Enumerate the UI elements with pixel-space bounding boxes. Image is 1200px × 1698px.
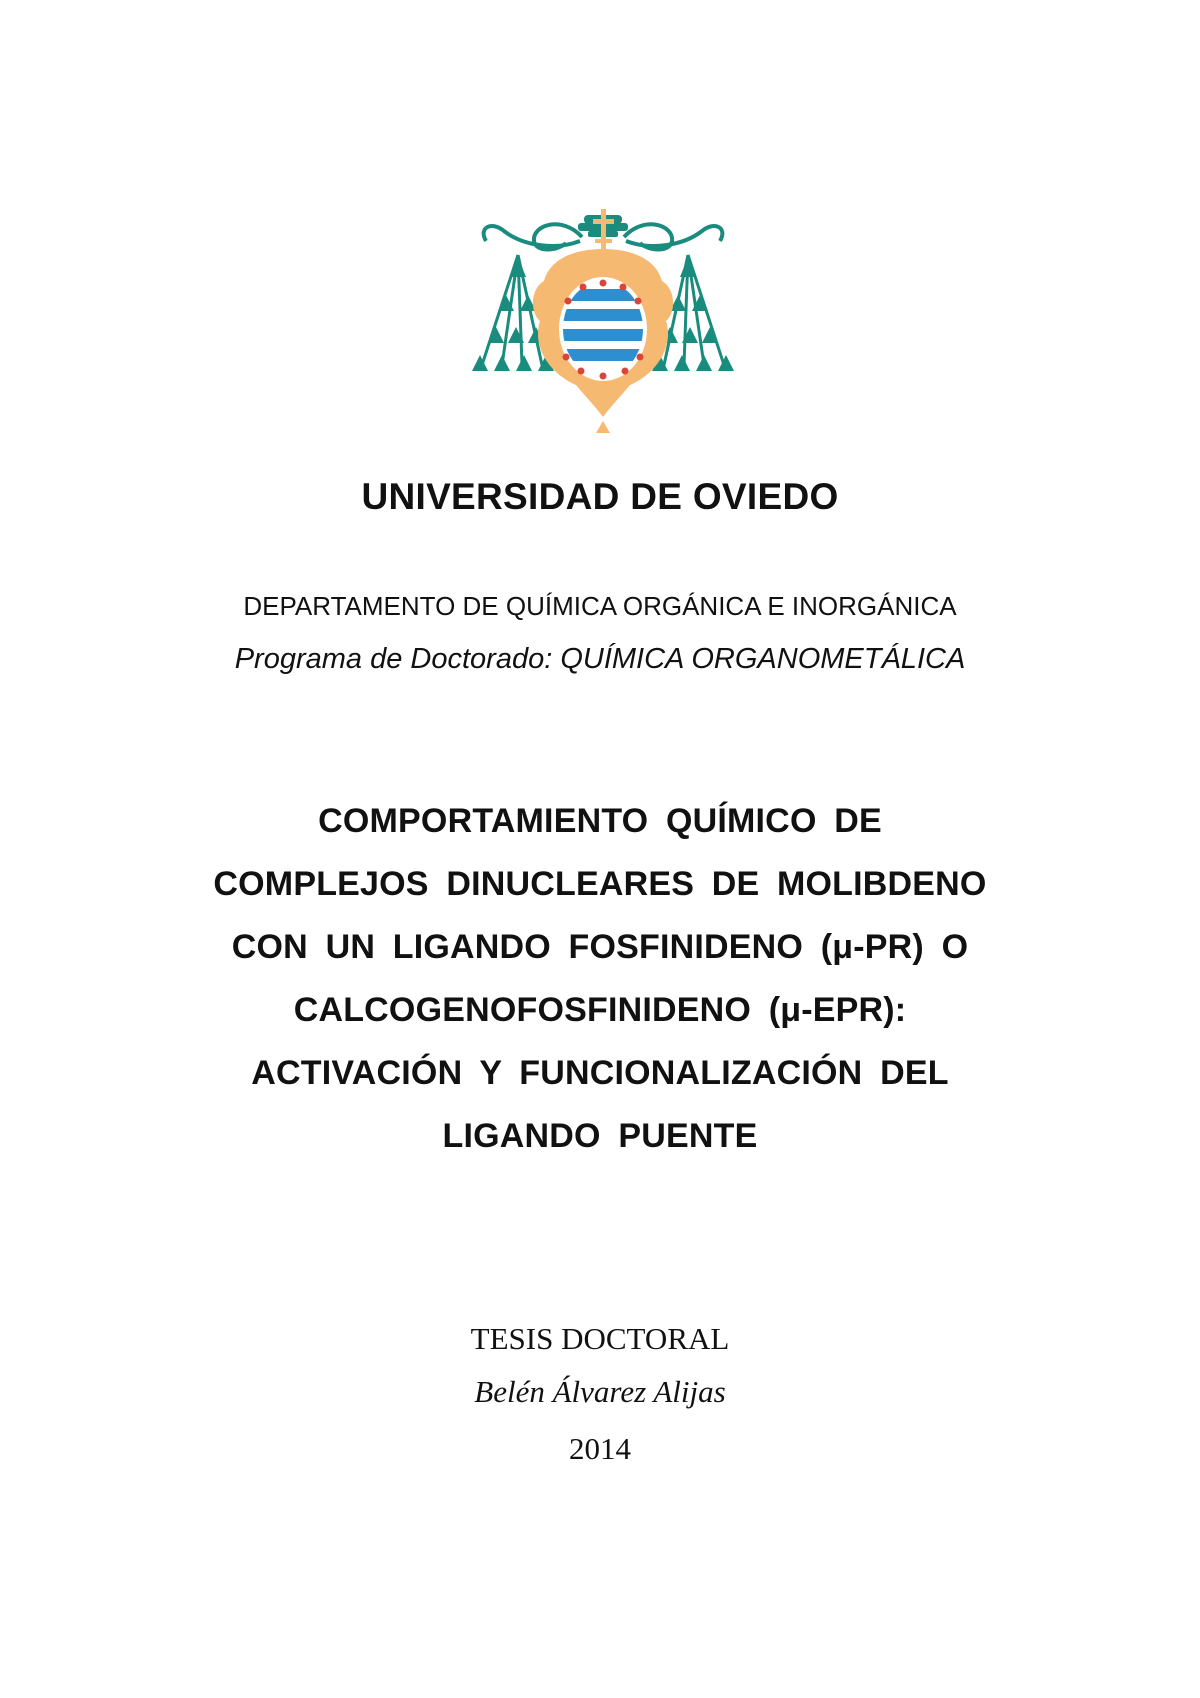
thesis-type-label: TESIS DOCTORAL [470, 1321, 730, 1356]
department-name: DEPARTAMENTO DE QUÍMICA ORGÁNICA E INORGÁNICA [243, 591, 957, 621]
author-name: Belén Álvarez Alijas [474, 1374, 726, 1409]
thesis-title-line: COMPORTAMIENTO QUÍMICO DE [318, 802, 882, 840]
thesis-title [0, 790, 1200, 1168]
university-coat-of-arms-icon [462, 205, 744, 435]
thesis-year: 2014 [569, 1431, 631, 1466]
thesis-title-line: ACTIVACIÓN Y FUNCIONALIZACIÓN DEL [251, 1054, 949, 1092]
thesis-title-line: CON UN LIGANDO FOSFINIDENO (μ-PR) O [231, 928, 969, 966]
university-name: UNIVERSIDAD DE OVIEDO [361, 476, 839, 517]
doctoral-programme: Programa de Doctorado: QUÍMICA ORGANOMETÁLICA [234, 643, 966, 675]
thesis-title-line: LIGANDO PUENTE [442, 1117, 758, 1155]
thesis-title-line: COMPLEJOS DINUCLEARES DE MOLIBDENO [213, 865, 987, 903]
thesis-title-line: CALCOGENOFOSFINIDENO (μ-EPR): [293, 991, 907, 1029]
